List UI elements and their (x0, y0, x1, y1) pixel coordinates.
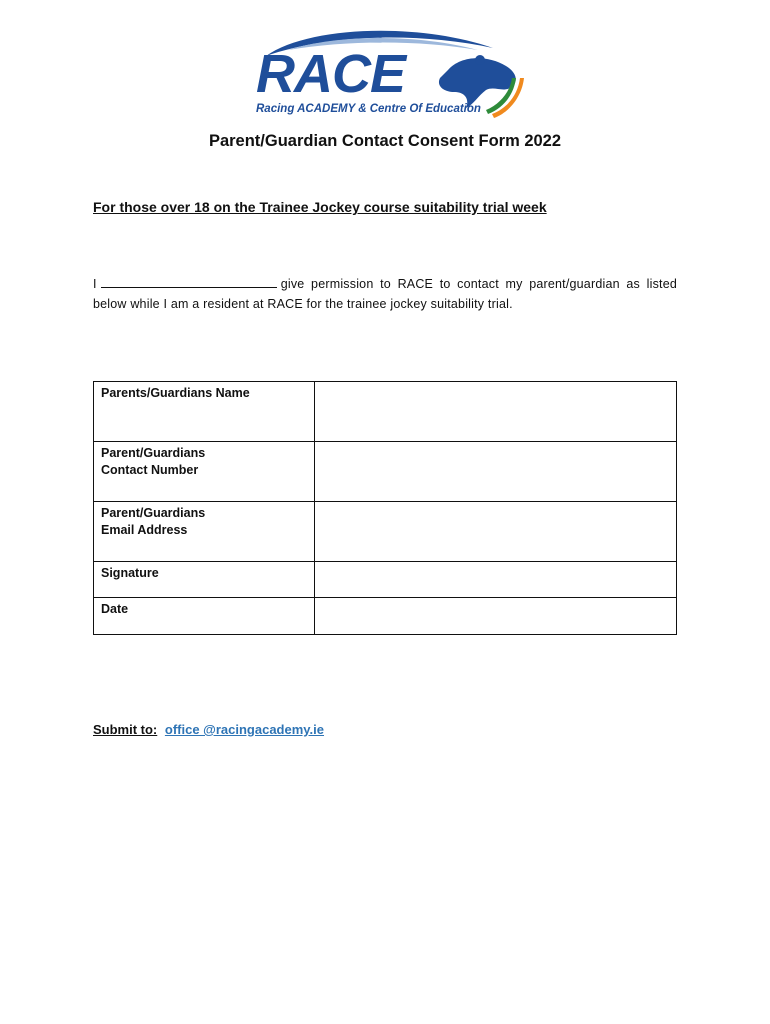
guardian-contact-table (93, 381, 677, 635)
consent-prefix: I (93, 277, 97, 291)
form-title: Parent/Guardian Contact Consent Form 2022 (208, 132, 562, 150)
consent-text: give permission to RACE to contact my parent/guardian as listed below while I am a resident at RACE for the trainee jockey suitability trial. (93, 277, 677, 311)
submit-line (93, 722, 324, 737)
signature-label: Signature (94, 562, 315, 598)
consent-statement (93, 274, 677, 314)
table-row (94, 442, 677, 502)
submit-label: Submit to: (93, 722, 158, 737)
email-address-label: Parent/Guardians Email Address (94, 502, 315, 562)
submit-email-link[interactable]: office @racingacademy.ie (164, 722, 325, 737)
guardian-name-field[interactable] (315, 382, 677, 442)
name-blank-field[interactable] (101, 275, 277, 288)
date-field[interactable] (315, 598, 677, 635)
guardian-name-label: Parents/Guardians Name (94, 382, 315, 442)
logo-jockey-head-icon (475, 55, 485, 65)
table-row (94, 502, 677, 562)
table-row (94, 382, 677, 442)
signature-field[interactable] (315, 562, 677, 598)
race-logo (248, 26, 524, 120)
table-row (94, 598, 677, 635)
logo-tagline: Racing ACADEMY & Centre Of Education (256, 103, 481, 115)
email-address-field[interactable] (315, 502, 677, 562)
date-label: Date (94, 598, 315, 635)
contact-number-label: Parent/Guardians Contact Number (94, 442, 315, 502)
form-subtitle: For those over 18 on the Trainee Jockey course suitability trial week (93, 199, 547, 215)
logo-wordmark: RACE (256, 44, 406, 104)
table-row (94, 562, 677, 598)
contact-number-field[interactable] (315, 442, 677, 502)
